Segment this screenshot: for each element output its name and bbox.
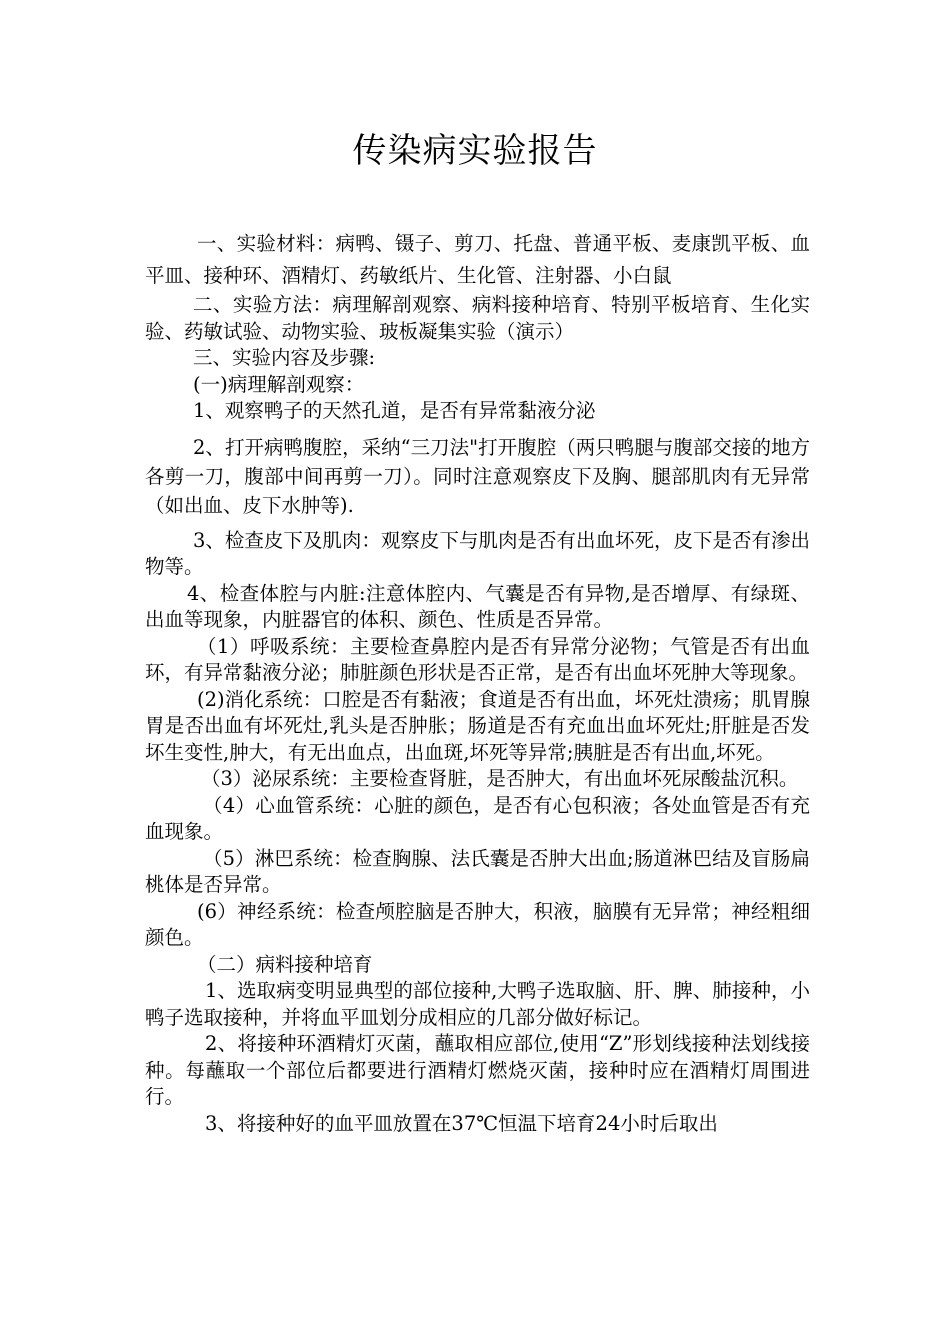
paragraph: （1）呼吸系统：主要检查鼻腔内是否有异常分泌物；气管是否有出血环，有异常黏液分泌；肺脏颜色形状是否正常，是否有出血坏死肿大等现象。 [145, 634, 810, 684]
paragraph: 2、打开病鸭腹腔，采纳“三刀法"打开腹腔（两只鸭腿与腹部交接的地方各剪一刀，腹部中间再剪一刀）。同时注意观察皮下及胸、腿部肌肉有无异常（如出血、皮下水肿等). [145, 435, 810, 517]
paragraph: 2、将接种环酒精灯灭菌，蘸取相应部位,使用“Z”形划线接种法划线接种。每蘸取一个部位后都要进行酒精灯燃烧灭菌，接种时应在酒精灯周围进行。 [145, 1032, 810, 1108]
paragraph: (一)病理解剖观察： [193, 372, 365, 396]
paragraph: 二、实验方法：病理解剖观察、病料接种培育、特别平板培育、生化实验、药敏试验、动物实验、玻板凝集实验（演示） [145, 293, 810, 343]
paragraph: 4、检查体腔与内脏:注意体腔内、气囊是否有异物,是否增厚、有绿斑、出血等现象，内脏器官的体积、颜色、性质是否异常。 [145, 581, 810, 631]
paragraph: （3）泌尿系统：主要检查肾脏，是否肿大，有出血坏死尿酸盐沉积。 [201, 767, 799, 790]
paragraph: 1、选取病变明显典型的部位接种,大鸭子选取脑、肝、脾、肺接种，小鸭子选取接种，并将血平皿划分成相应的几部分做好标记。 [145, 979, 810, 1029]
paragraph: 1、观察鸭子的天然孔道，是否有异常黏液分泌 [193, 399, 596, 422]
document-body [145, 228, 810, 1137]
paragraph: 一、实验材料：病鸭、镊子、剪刀、托盘、普通平板、麦康凯平板、血平皿、接种环、酒精灯、药敏纸片、生化管、注射器、小白鼠 [145, 232, 810, 287]
paragraph: (2)消化系统：口腔是否有黏液；食道是否有出血，坏死灶溃疡；肌胃腺胃是否出血有坏死灶,乳头是否肿胀；肠道是否有充血出血坏死灶;肝脏是否发坏生变性,肿大，有无出血点，出血斑,坏死等异常;胰脏是否有出血,坏死。 [145, 687, 810, 764]
paragraph: （5）淋巴系统：检查胸腺、法氏囊是否肿大出血;肠道淋巴结及盲肠扁桃体是否异常。 [145, 846, 810, 896]
paragraph: （二）病料接种培育 [197, 952, 373, 976]
document-title: 传染病实验报告 [352, 131, 598, 171]
paragraph: 3、检查皮下及肌肉：观察皮下与肌肉是否有出血坏死，皮下是否有渗出物等。 [145, 528, 810, 578]
paragraph: 三、实验内容及步骤: [193, 346, 376, 369]
paragraph: (6）神经系统：检查颅腔脑是否肿大，积液，脑膜有无异常；神经粗细颜色。 [145, 899, 810, 949]
paragraph: 3、将接种好的血平皿放置在37℃恒温下培育24小时后取出 [205, 1111, 718, 1135]
paragraph: （4）心血管系统：心脏的颜色，是否有心包积液；各处血管是否有充血现象。 [145, 793, 810, 843]
